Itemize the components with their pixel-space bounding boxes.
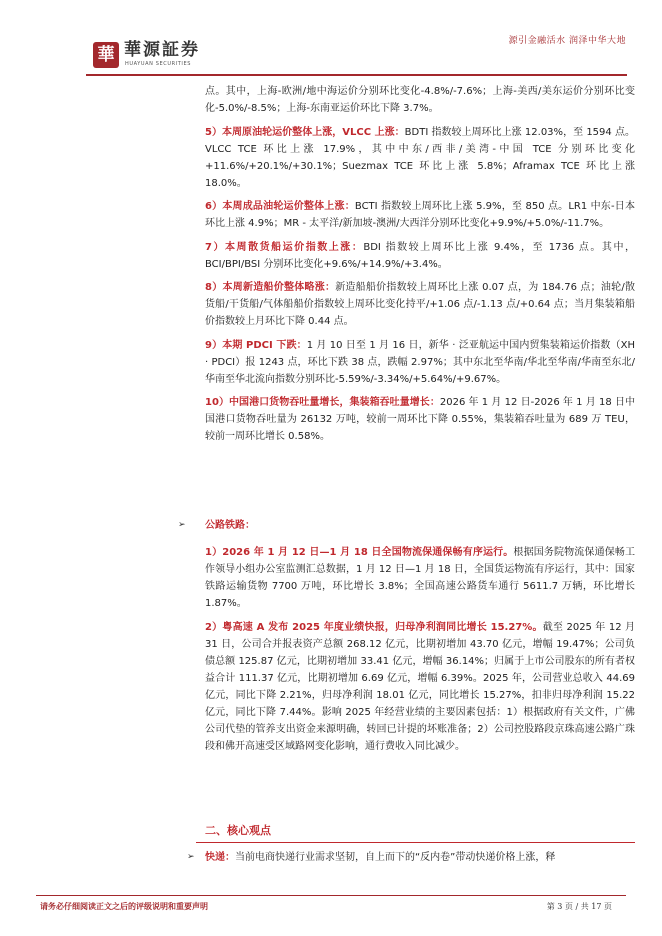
company-name-en: HUAYUAN SECURITIES — [125, 61, 192, 67]
page-header — [0, 0, 662, 72]
shipping-section — [205, 83, 635, 452]
heading-divider — [196, 842, 635, 843]
paragraph-title: 2）粤高速 A 发布 2025 年度业绩快报，归母净利润同比增长 15.27%。 — [205, 621, 543, 633]
paragraph-logistics-operation — [205, 544, 635, 612]
paragraph-body: 1 月 10 日至 1 月 16 日，新华 · 泛亚航运中国内贸集装箱运价指数（XH · PDCI）报 1243 点，环比下跌 38 点，跌幅 2.97%；其中东北至华南/华北至华南/华南至东北/华南至华北流向指数分别环比-5.59%/-3.34%/+5.64%/+9.67%。 — [205, 339, 635, 385]
company-name: 華源証券 — [124, 40, 200, 60]
paragraph-body: BDTI 指数较上周环比上涨 12.03%，至 1594 点。VLCC TCE 环比上涨 17.9%，其中中东/西非/美湾-中国 TCE 分别环比变化+11.6%/+20.1%/+30.1%；Suezmax TCE 环比上涨 5.8%；Aframax TCE 环比上涨 18.0%。 — [205, 126, 635, 189]
paragraph-container-freight: 点。其中，上海-欧洲/地中海运价分别环比变化-4.8%/-7.6%；上海-美西/美东运价分别环比变化-5.0%/-8.5%；上海-东南亚运价环比下降 3.7%。 — [205, 86, 635, 114]
paragraph-body: 新造船船价指数较上周环比上涨 0.07 点，为 184.76 点；油轮/散货船/干货船/气体船船价指数较上周环比变化持平/+1.06 点/-1.13 点/+0.64 点；当月集装箱船价指数较上月环比下降 0.44 点。 — [205, 282, 635, 327]
paragraph-title: 10）中国港口货物吞吐量增长，集装箱吞吐量增长： — [205, 397, 440, 408]
header-slogan: 源引金融活水 润泽中华大地 — [508, 36, 626, 46]
section-title: 公路铁路： — [205, 520, 255, 531]
paragraph-body: 根据国务院物流保通保畅工作领导小组办公室监测汇总数据，1 月 12 日—1 月 18 日，全国货运物流有序运行，其中：国家铁路运输货物 7700 万吨，环比增长 3.8%；全国高速公路货车通行 5611.7 万辆，环比增长 1.87%。 — [205, 547, 636, 609]
paragraph-pdci — [205, 337, 635, 388]
paragraph-dry-bulk — [205, 239, 635, 273]
paragraph-body: 截至 2025 年 12 月 31 日，公司合并报表资产总额 268.12 亿元，比期初增加 43.70 亿元，增幅 19.47%；公司负债总额 125.87 亿元，比期初增加 33.41 亿元，增幅 36.14%；归属于上市公司股东的所有者权益合计 111.37 亿元，比期初增加 6.69 亿元，增幅 6.39%。2025 年，公司营业总收入 44.69 亿元，同比下降 2.21%，归母净利润 18.01 亿元，同比增长 15.27%，扣非归母净利润 15.22 亿元，同比下降 7.44%。影响 2025 年经营业绩的主要因素包括：1）根据政府有关文件，广佛公司代垫的管养支出资金来源明确，转回已计提的坏账准备；2）公司控股路段京珠高速公路广珠段和佛开高速受区域路网变化影响，通行费收入同比减少。 — [205, 621, 635, 752]
paragraph-title: 1）2026 年 1 月 12 日—1 月 18 日全国物流保通保畅有序运行。 — [205, 547, 514, 558]
arrow-bullet-icon: ➢ — [178, 520, 186, 530]
header-divider — [86, 74, 627, 76]
paragraph-port-throughput — [205, 394, 635, 445]
core-view-heading: 二、核心观点 — [205, 824, 271, 837]
footer-disclaimer: 请务必仔细阅读正文之后的评级说明和重要声明 — [40, 901, 208, 911]
paragraph-title: 9）本期 PDCI 下跌： — [205, 339, 307, 351]
footer-divider — [36, 895, 626, 896]
paragraph-body: 2026 年 1 月 12 日-2026 年 1 月 18 日中国港口货物吞吐量为 26132 万吨，较前一周环比下降 0.55%，集装箱吞吐量为 689 万 TEU，较前一周环比增长 0.58%。 — [205, 397, 636, 442]
paragraph-title: 6）本周成品油轮运价整体上涨： — [205, 201, 355, 212]
paragraph-newbuild-price — [205, 279, 635, 330]
paragraph-title: 7）本周散货船运价指数上涨： — [205, 241, 364, 253]
company-logo: 華 — [93, 42, 119, 68]
paragraph-crude-tanker — [205, 124, 635, 192]
arrow-bullet-icon: ➢ — [187, 852, 195, 862]
paragraph-product-tanker — [205, 198, 635, 232]
paragraph-body: 当前电商快递行业需求坚韧，自上而下的“反内卷”带动快递价格上涨，释 — [235, 852, 556, 863]
express-paragraph — [187, 849, 635, 866]
section-title: 快递： — [205, 852, 235, 863]
page-number: 第 3 页 / 共 17 页 — [546, 902, 612, 911]
road-rail-section — [205, 544, 635, 761]
paragraph-body: BDI 指数较上周环比上涨 9.4%，至 1736 点。其中，BCI/BPI/BSI 分别环比变化+9.6%/+14.9%/+3.4%。 — [205, 241, 635, 270]
paragraph-title: 8）本周新造船价整体略涨： — [205, 282, 336, 293]
paragraph-title: 5）本周原油轮运价整体上涨，VLCC 上涨： — [205, 126, 405, 138]
road-rail-heading — [178, 517, 635, 534]
paragraph-body: BCTI 指数较上周环比上涨 5.9%，至 850 点。LR1 中东-日本环比上涨 4.9%；MR - 太平洋/新加坡-澳洲/大西洋分别环比变化+9.9%/+5.0%/-11.7%。 — [205, 201, 635, 229]
paragraph-yuegaosu-earnings — [205, 619, 635, 755]
